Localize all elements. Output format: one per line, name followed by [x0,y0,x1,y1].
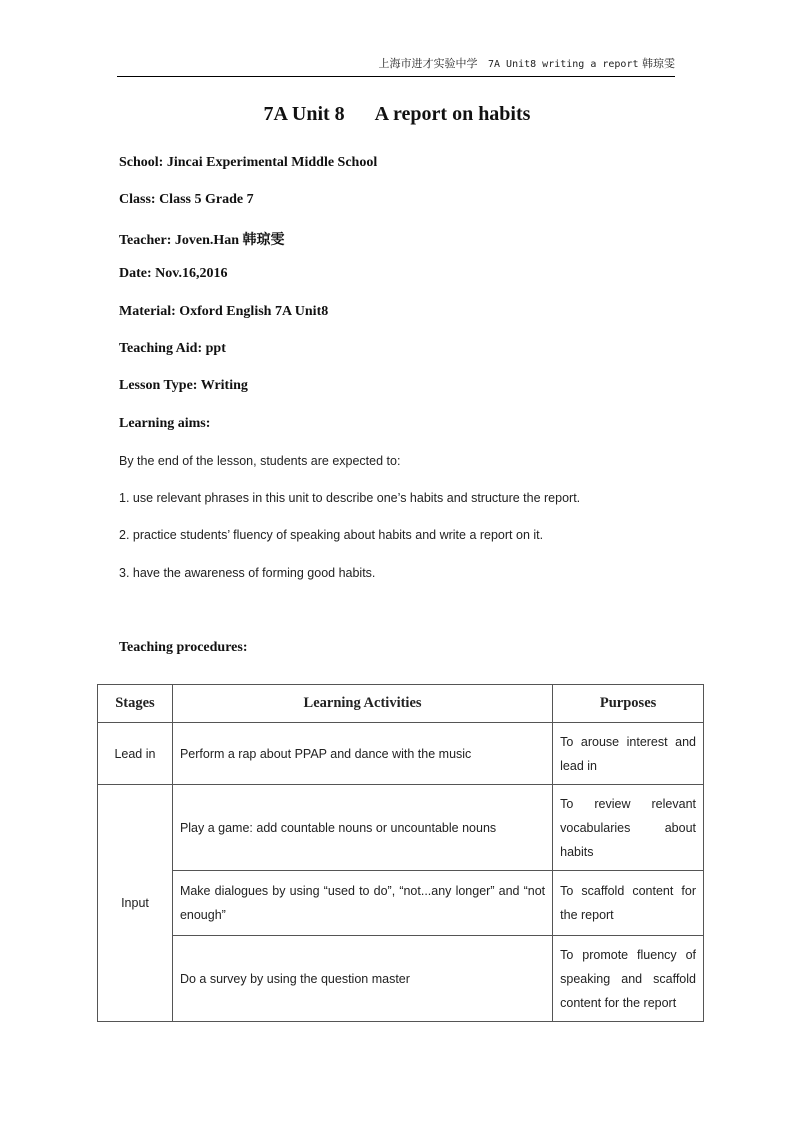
learning-aim-item: 3. have the awareness of forming good habits. [119,566,376,580]
learning-aim-item: 2. practice students’ fluency of speaking about habits and write a report on it. [119,528,544,542]
table-row [98,723,704,785]
info-teacher: Teacher: Joven.Han 韩琼雯 [119,233,285,248]
activity-cell: Make dialogues by using “used to do”, “not...any longer” and “not enough” [172,871,552,936]
stage-cell: Lead in [98,723,173,785]
info-class: Class: Class 5 Grade 7 [119,192,254,207]
header-author: 韩琼雯 [642,57,675,70]
document-title [0,103,794,126]
table-row [98,871,704,936]
info-school: School: Jincai Experimental Middle School [119,155,378,170]
activity-cell: Play a game: add countable nouns or uncountable nouns [172,785,552,871]
table-row [98,936,704,1022]
info-material: Material: Oxford English 7A Unit8 [119,304,329,319]
procedures-table [97,684,704,1022]
stage-cell: Input [98,785,173,1022]
header-doc-code: 7A Unit8 writing a report [487,59,639,70]
procedures-heading: Teaching procedures: [119,640,248,655]
info-lesson-type: Lesson Type: Writing [119,378,248,393]
purpose-cell: To scaffold content for the report [553,871,704,936]
table-row [98,785,704,871]
title-topic: A report on habits [374,103,531,125]
purpose-cell: To arouse interest and lead in [553,723,704,785]
column-header-activities: Learning Activities [172,685,552,723]
info-teaching-aid: Teaching Aid: ppt [119,341,226,356]
page-header [117,56,675,77]
table-header-row [98,685,704,723]
info-date: Date: Nov.16,2016 [119,266,228,281]
header-school: 上海市进才实验中学 [378,57,478,70]
activity-cell: Do a survey by using the question master [172,936,552,1022]
column-header-purposes: Purposes [553,685,704,723]
learning-aims-heading: Learning aims: [119,416,211,431]
activity-cell: Perform a rap about PPAP and dance with the music [172,723,552,785]
title-unit: 7A Unit 8 [263,103,345,125]
column-header-stages: Stages [98,685,173,723]
learning-aim-item: 1. use relevant phrases in this unit to describe one’s habits and structure the report. [119,491,581,505]
purpose-cell: To promote fluency of speaking and scaffold content for the report [553,936,704,1022]
learning-aims-intro: By the end of the lesson, students are expected to: [119,454,401,468]
purpose-cell: To review relevant vocabularies about habits [553,785,704,871]
